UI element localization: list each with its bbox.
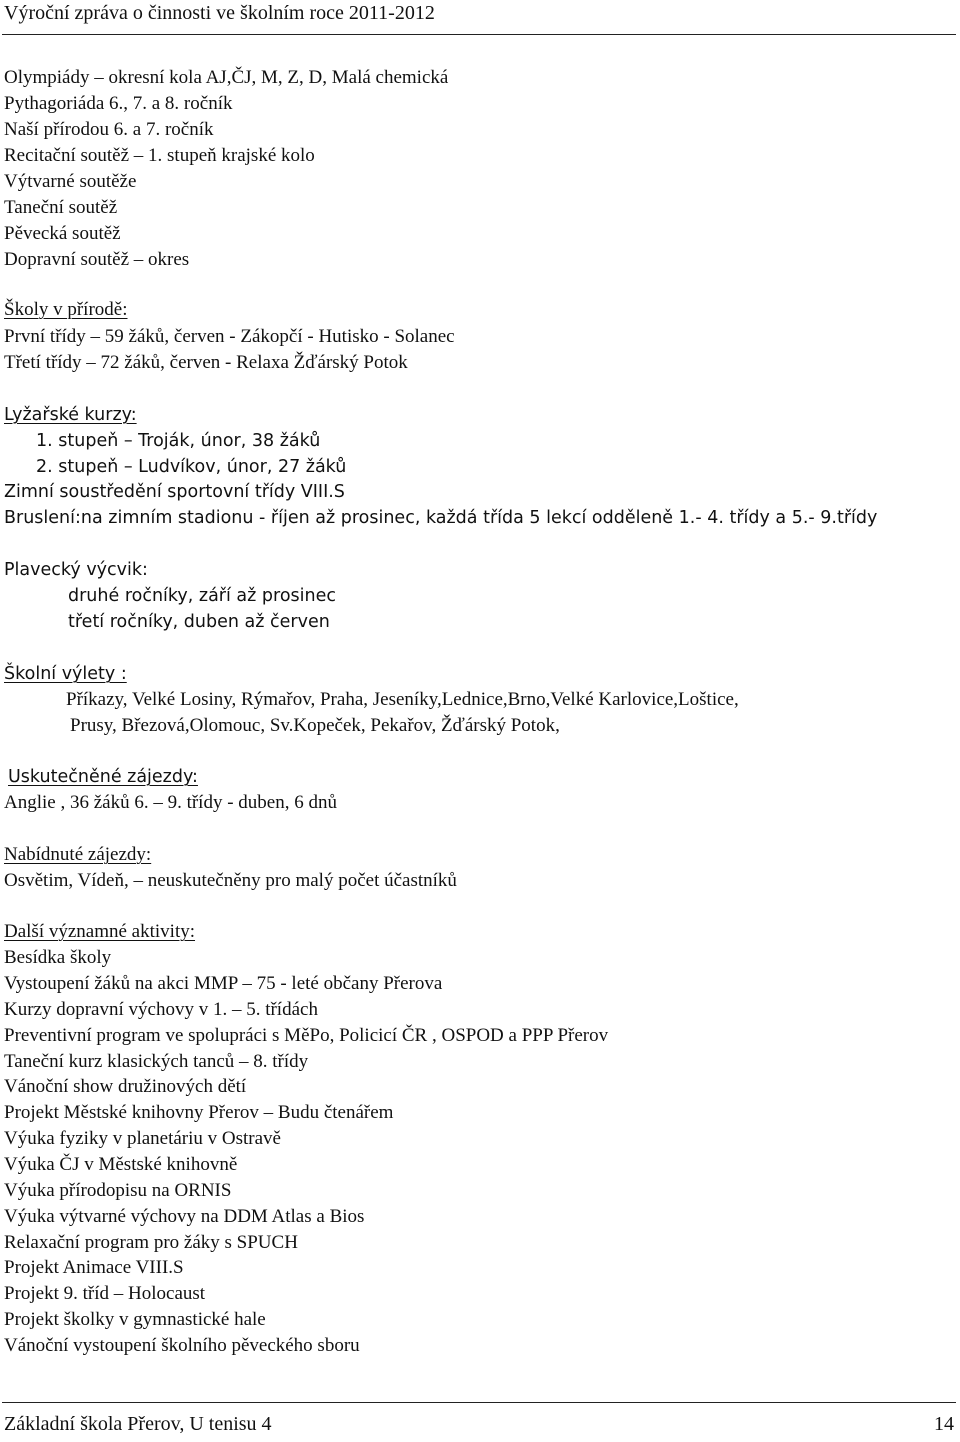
- activity-item: Vystoupení žáků na akci MMP – 75 - leté občany Přerova: [4, 973, 443, 994]
- competition-line: Recitační soutěž – 1. stupeň krajské kolo: [4, 145, 315, 166]
- page-number: 14: [934, 1413, 954, 1435]
- trip-item: Prusy, Březová,Olomouc, Sv.Kopeček, Pekařov, Žďárský Potok,: [70, 715, 560, 736]
- realized-trips-heading: [8, 765, 198, 789]
- nature-schools-heading: Školy v přírodě:: [4, 299, 128, 320]
- offered-trip-item: Osvětim, Vídeň, – neuskutečněny pro malý počet účastníků: [4, 870, 457, 891]
- trips-heading: Školní výlety :: [4, 664, 127, 684]
- activity-item: Preventivní program ve spolupráci s MěPo, Policicí ČR , OSPOD a PPP Přerov: [4, 1025, 609, 1046]
- header-rule: [2, 34, 956, 35]
- activity-item: Vánoční vystoupení školního pěveckého sboru: [4, 1335, 360, 1356]
- competition-line: Pěvecká soutěž: [4, 223, 121, 244]
- offered-trips-heading: Nabídnuté zájezdy:: [4, 844, 152, 865]
- ski-item: 2. stupeň – Ludvíkov, únor, 27 žáků: [36, 457, 347, 477]
- activity-item: Vánoční show družinových dětí: [4, 1076, 247, 1097]
- activity-item: Taneční kurz klasických tanců – 8. třídy: [4, 1051, 309, 1072]
- swimming-heading: Plavecký výcvik:: [4, 560, 148, 580]
- activity-item: Projekt Animace VIII.S: [4, 1257, 184, 1278]
- competition-line: Olympiády – okresní kola AJ,ČJ, M, Z, D, Malá chemická: [4, 67, 449, 88]
- competition-line: Naší přírodou 6. a 7. ročník: [4, 119, 214, 140]
- realized-trip-item: Anglie , 36 žáků 6. – 9. třídy - duben, 6 dnů: [4, 792, 337, 813]
- swimming-item: druhé ročníky, září až prosinec: [68, 586, 336, 606]
- trip-item: Příkazy, Velké Losiny, Rýmařov, Praha, Jeseníky,Lednice,Brno,Velké Karlovice,Loštice,: [66, 689, 739, 710]
- realized-trips-heading-text: Uskutečněné zájezdy:: [8, 767, 198, 787]
- ski-item: Bruslení:na zimním stadionu - říjen až prosinec, každá třída 5 lekcí odděleně 1.- 4. třídy a 5.- 9.třídy: [4, 508, 878, 528]
- competition-line: Dopravní soutěž – okres: [4, 249, 190, 270]
- activity-item: Projekt 9. tříd – Holocaust: [4, 1283, 206, 1304]
- swimming-item: třetí ročníky, duben až červen: [68, 612, 330, 632]
- ski-item: 1. stupeň – Troják, únor, 38 žáků: [36, 431, 321, 451]
- activity-item: Výuka přírodopisu na ORNIS: [4, 1180, 232, 1201]
- footer-school-name: Základní škola Přerov, U tenisu 4: [4, 1413, 272, 1435]
- other-activities-heading: Další významné aktivity:: [4, 921, 196, 942]
- activity-item: Besídka školy: [4, 947, 112, 968]
- nature-school-item: První třídy – 59 žáků, červen - Zákopčí - Hutisko - Solanec: [4, 326, 455, 347]
- activity-item: Relaxační program pro žáky s SPUCH: [4, 1232, 298, 1253]
- activity-item: Projekt Městské knihovny Přerov – Budu čtenářem: [4, 1102, 394, 1123]
- activity-item: Kurzy dopravní výchovy v 1. – 5. třídách: [4, 999, 318, 1020]
- activity-item: Výuka výtvarné výchovy na DDM Atlas a Bios: [4, 1206, 365, 1227]
- page-header-title: Výroční zpráva o činnosti ve školním roce 2011-2012: [4, 2, 435, 24]
- ski-item: Zimní soustředění sportovní třídy VIII.S: [4, 482, 345, 502]
- activity-item: Výuka ČJ v Městské knihovně: [4, 1154, 238, 1175]
- footer-rule: [2, 1402, 956, 1403]
- activity-item: Výuka fyziky v planetáriu v Ostravě: [4, 1128, 281, 1149]
- competition-line: Výtvarné soutěže: [4, 171, 137, 192]
- competition-line: Taneční soutěž: [4, 197, 118, 218]
- nature-school-item: Třetí třídy – 72 žáků, červen - Relaxa Žďárský Potok: [4, 352, 408, 373]
- activity-item: Projekt školky v gymnastické hale: [4, 1309, 266, 1330]
- competition-line: Pythagoriáda 6., 7. a 8. ročník: [4, 93, 233, 114]
- ski-heading: Lyžařské kurzy:: [4, 405, 137, 425]
